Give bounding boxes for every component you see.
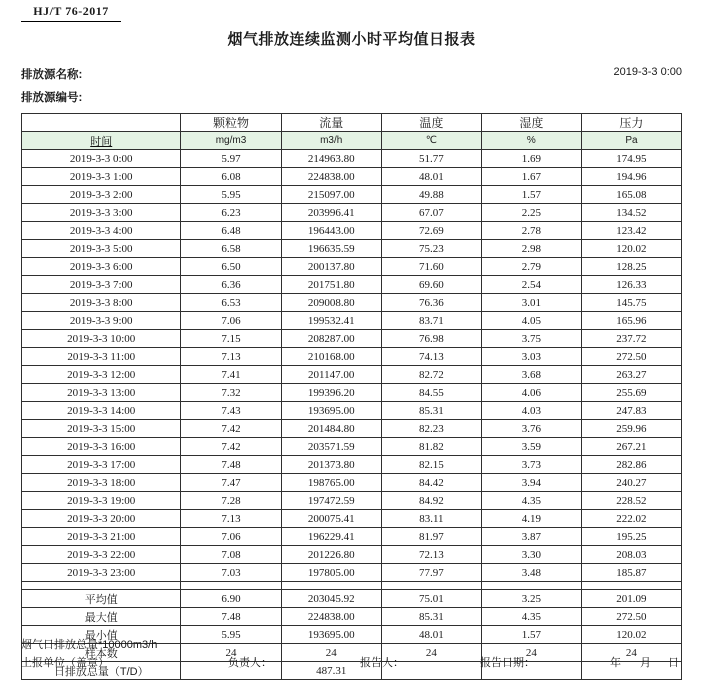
summary-label: 最小值 bbox=[22, 626, 181, 644]
cell-time: 2019-3-3 7:00 bbox=[22, 276, 181, 294]
summary-row-average bbox=[22, 590, 682, 608]
cell-time: 2019-3-3 11:00 bbox=[22, 348, 181, 366]
standard-code: HJ/T 76-2017 bbox=[21, 4, 121, 22]
cell-time: 2019-3-3 19:00 bbox=[22, 492, 181, 510]
cell-temp: 72.69 bbox=[381, 222, 481, 240]
cell-pm: 7.15 bbox=[181, 330, 281, 348]
table-row bbox=[22, 474, 682, 492]
cell-flow: 196229.41 bbox=[281, 528, 381, 546]
unit-cell-temp: ℃ bbox=[381, 132, 481, 150]
cell-pm: 6.23 bbox=[181, 204, 281, 222]
cell-pm: 5.95 bbox=[181, 626, 281, 644]
cell-time: 2019-3-3 14:00 bbox=[22, 402, 181, 420]
table-row bbox=[22, 366, 682, 384]
cell-temp: 51.77 bbox=[381, 150, 481, 168]
cell-pm: 6.36 bbox=[181, 276, 281, 294]
table-row bbox=[22, 240, 682, 258]
cell-humidity: 2.78 bbox=[481, 222, 581, 240]
cell-pm: 5.95 bbox=[181, 186, 281, 204]
cell-temp: 77.97 bbox=[381, 564, 481, 582]
table-row bbox=[22, 168, 682, 186]
cell-temp: 74.13 bbox=[381, 348, 481, 366]
cell-time: 2019-3-3 4:00 bbox=[22, 222, 181, 240]
cell-pressure: 208.03 bbox=[581, 546, 681, 564]
cell-pressure: 272.50 bbox=[581, 348, 681, 366]
cell-flow: 203571.59 bbox=[281, 438, 381, 456]
table-row bbox=[22, 384, 682, 402]
cell-pressure: 282.86 bbox=[581, 456, 681, 474]
cell-pm: 6.08 bbox=[181, 168, 281, 186]
cell-time: 2019-3-3 8:00 bbox=[22, 294, 181, 312]
cell-flow: 208287.00 bbox=[281, 330, 381, 348]
cell-pm: 7.13 bbox=[181, 348, 281, 366]
table-row bbox=[22, 330, 682, 348]
page-title: 烟气排放连续监测小时平均值日报表 bbox=[227, 31, 476, 48]
cell-flow: 197805.00 bbox=[281, 564, 381, 582]
cell-time: 2019-3-3 3:00 bbox=[22, 204, 181, 222]
header-cell-humidity: 湿度 bbox=[481, 114, 581, 132]
summary-row-daily-total bbox=[22, 662, 682, 680]
cell-pm: 7.32 bbox=[181, 384, 281, 402]
cell-flow: 24 bbox=[281, 644, 381, 662]
daily-total-value: 487.31 bbox=[281, 662, 381, 680]
cell-pm: 7.42 bbox=[181, 438, 281, 456]
cell-pm: 6.50 bbox=[181, 258, 281, 276]
header-cell-time bbox=[22, 114, 181, 132]
summary-label: 平均值 bbox=[22, 590, 181, 608]
cell-pressure: 194.96 bbox=[581, 168, 681, 186]
footer-month-label: 月 bbox=[640, 657, 651, 669]
cell-humidity: 3.03 bbox=[481, 348, 581, 366]
cell-pressure: 120.02 bbox=[581, 626, 681, 644]
table-row bbox=[22, 492, 682, 510]
cell-temp: 82.15 bbox=[381, 456, 481, 474]
cell-time: 2019-3-3 9:00 bbox=[22, 312, 181, 330]
footer-year-label: 年 bbox=[610, 657, 621, 669]
cell-pressure: 123.42 bbox=[581, 222, 681, 240]
header-cell-flow: 流量 bbox=[281, 114, 381, 132]
cell-flow: 203996.41 bbox=[281, 204, 381, 222]
cell-pressure: 237.72 bbox=[581, 330, 681, 348]
table-row bbox=[22, 150, 682, 168]
table-row bbox=[22, 438, 682, 456]
cell-temp: 82.23 bbox=[381, 420, 481, 438]
cell-pm: 7.48 bbox=[181, 456, 281, 474]
summary-label: 最大值 bbox=[22, 608, 181, 626]
cell-pm: 7.03 bbox=[181, 564, 281, 582]
cell-pm: 5.97 bbox=[181, 150, 281, 168]
cell-humidity: 3.94 bbox=[481, 474, 581, 492]
table-row bbox=[22, 222, 682, 240]
cell-time: 2019-3-3 1:00 bbox=[22, 168, 181, 186]
cell-pressure: 247.83 bbox=[581, 402, 681, 420]
table-unit-row bbox=[22, 132, 682, 150]
cell-humidity: 3.01 bbox=[481, 294, 581, 312]
cell-humidity: 2.79 bbox=[481, 258, 581, 276]
header-cell-pm: 颗粒物 bbox=[181, 114, 281, 132]
cell-pressure: 120.02 bbox=[581, 240, 681, 258]
table-row bbox=[22, 294, 682, 312]
cell-temp: 71.60 bbox=[381, 258, 481, 276]
cell-time: 2019-3-3 15:00 bbox=[22, 420, 181, 438]
cell-temp: 81.97 bbox=[381, 528, 481, 546]
cell-pressure: 222.02 bbox=[581, 510, 681, 528]
footer-unit-label: 上报单位（盖章） bbox=[21, 657, 109, 669]
cell-humidity: 4.03 bbox=[481, 402, 581, 420]
cell-humidity: 4.19 bbox=[481, 510, 581, 528]
cell-pm: 6.58 bbox=[181, 240, 281, 258]
cell-humidity: 2.98 bbox=[481, 240, 581, 258]
cell-pressure: 126.33 bbox=[581, 276, 681, 294]
cell-flow: 201226.80 bbox=[281, 546, 381, 564]
footer-reporter-label: 报告人： bbox=[360, 657, 404, 669]
cell-temp: 81.82 bbox=[381, 438, 481, 456]
cell-pressure: 165.08 bbox=[581, 186, 681, 204]
cell-pm: 6.53 bbox=[181, 294, 281, 312]
cell-pm: 7.42 bbox=[181, 420, 281, 438]
footer-person-label: 负责人： bbox=[228, 657, 272, 669]
unit-cell-pm: mg/m3 bbox=[181, 132, 281, 150]
source-number-label: 排放源编号: bbox=[21, 92, 83, 104]
cell-temp: 72.13 bbox=[381, 546, 481, 564]
cell-temp: 69.60 bbox=[381, 276, 481, 294]
cell-temp: 83.11 bbox=[381, 510, 481, 528]
cell-pressure: 24 bbox=[581, 644, 681, 662]
cell-temp: 48.01 bbox=[381, 168, 481, 186]
cell-flow: 201373.80 bbox=[281, 456, 381, 474]
cell-pressure: 263.27 bbox=[581, 366, 681, 384]
cell-humidity: 2.25 bbox=[481, 204, 581, 222]
cell-pressure: 165.96 bbox=[581, 312, 681, 330]
footer-note: 烟气日排放总量*10000m3/h bbox=[21, 639, 158, 651]
cell-flow: 224838.00 bbox=[281, 608, 381, 626]
cell-time: 2019-3-3 2:00 bbox=[22, 186, 181, 204]
report-datetime: 2019-3-3 0:00 bbox=[613, 66, 682, 78]
cell-humidity: 4.06 bbox=[481, 384, 581, 402]
daily-total-label: 日排放总量（T/D） bbox=[22, 662, 181, 680]
cell-temp: 84.42 bbox=[381, 474, 481, 492]
cell-pressure: 145.75 bbox=[581, 294, 681, 312]
table-row bbox=[22, 456, 682, 474]
cell-humidity: 3.76 bbox=[481, 420, 581, 438]
cell-pressure: 128.25 bbox=[581, 258, 681, 276]
cell-humidity: 1.69 bbox=[481, 150, 581, 168]
cell-humidity: 3.68 bbox=[481, 366, 581, 384]
cell-temp: 85.31 bbox=[381, 608, 481, 626]
cell-temp: 82.72 bbox=[381, 366, 481, 384]
table-row bbox=[22, 258, 682, 276]
cell-pm: 24 bbox=[181, 644, 281, 662]
cell-pm: 6.90 bbox=[181, 590, 281, 608]
unit-cell-time: 时间 bbox=[22, 132, 181, 150]
cell-time: 2019-3-3 13:00 bbox=[22, 384, 181, 402]
spacer-row bbox=[22, 582, 682, 590]
cell-temp: 76.98 bbox=[381, 330, 481, 348]
cell-time: 2019-3-3 6:00 bbox=[22, 258, 181, 276]
cell-temp: 75.01 bbox=[381, 590, 481, 608]
cell-flow: 224838.00 bbox=[281, 168, 381, 186]
cell-pressure: 240.27 bbox=[581, 474, 681, 492]
cell-pm: 7.08 bbox=[181, 546, 281, 564]
table-row bbox=[22, 564, 682, 582]
cell-time: 2019-3-3 22:00 bbox=[22, 546, 181, 564]
cell-pressure: 195.25 bbox=[581, 528, 681, 546]
table-row bbox=[22, 204, 682, 222]
cell-flow: 200137.80 bbox=[281, 258, 381, 276]
cell-humidity: 3.30 bbox=[481, 546, 581, 564]
cell-time: 2019-3-3 5:00 bbox=[22, 240, 181, 258]
table-head bbox=[22, 114, 682, 150]
summary-label: 样本数 bbox=[22, 644, 181, 662]
cell-flow: 201751.80 bbox=[281, 276, 381, 294]
cell-pressure: 174.95 bbox=[581, 150, 681, 168]
cell-flow: 196635.59 bbox=[281, 240, 381, 258]
cell-flow: 199532.41 bbox=[281, 312, 381, 330]
cell-pressure: 228.52 bbox=[581, 492, 681, 510]
cell-pm: 7.13 bbox=[181, 510, 281, 528]
cell-pm: 7.41 bbox=[181, 366, 281, 384]
cell-humidity: 4.35 bbox=[481, 492, 581, 510]
cell-pm: 7.48 bbox=[181, 608, 281, 626]
cell-time: 2019-3-3 12:00 bbox=[22, 366, 181, 384]
table-row bbox=[22, 276, 682, 294]
cell-temp: 24 bbox=[381, 644, 481, 662]
table-row bbox=[22, 546, 682, 564]
cell-temp: 85.31 bbox=[381, 402, 481, 420]
cell-humidity: 1.67 bbox=[481, 168, 581, 186]
cell-pm: 7.06 bbox=[181, 312, 281, 330]
cell-flow: 201484.80 bbox=[281, 420, 381, 438]
table-row bbox=[22, 420, 682, 438]
cell-flow: 199396.20 bbox=[281, 384, 381, 402]
cell-pressure: 259.96 bbox=[581, 420, 681, 438]
header-cell-pressure: 压力 bbox=[581, 114, 681, 132]
footer-report-date-label: 报告日期： bbox=[480, 657, 535, 669]
cell-humidity: 24 bbox=[481, 644, 581, 662]
cell-humidity: 4.35 bbox=[481, 608, 581, 626]
unit-cell-humidity: % bbox=[481, 132, 581, 150]
cell-time: 2019-3-3 16:00 bbox=[22, 438, 181, 456]
cell-humidity: 3.25 bbox=[481, 590, 581, 608]
cell-temp: 48.01 bbox=[381, 626, 481, 644]
cell-humidity: 3.59 bbox=[481, 438, 581, 456]
cell-time: 2019-3-3 10:00 bbox=[22, 330, 181, 348]
cell-flow: 210168.00 bbox=[281, 348, 381, 366]
cell-humidity: 4.05 bbox=[481, 312, 581, 330]
table-header-row bbox=[22, 114, 682, 132]
cell-time: 2019-3-3 23:00 bbox=[22, 564, 181, 582]
summary-row-max bbox=[22, 608, 682, 626]
footer-day-label: 日 bbox=[668, 657, 679, 669]
table-body bbox=[22, 150, 682, 590]
cell-humidity: 3.87 bbox=[481, 528, 581, 546]
table-row bbox=[22, 510, 682, 528]
cell-time: 2019-3-3 17:00 bbox=[22, 456, 181, 474]
cell-humidity: 1.57 bbox=[481, 626, 581, 644]
cell-temp: 83.71 bbox=[381, 312, 481, 330]
cell-pm: 7.43 bbox=[181, 402, 281, 420]
cell-flow: 200075.41 bbox=[281, 510, 381, 528]
cell-humidity: 2.54 bbox=[481, 276, 581, 294]
cell-flow: 215097.00 bbox=[281, 186, 381, 204]
daily-total-blank-pressure bbox=[581, 662, 681, 680]
header-cell-temp: 温度 bbox=[381, 114, 481, 132]
hourly-average-table bbox=[21, 113, 682, 680]
cell-temp: 76.36 bbox=[381, 294, 481, 312]
cell-time: 2019-3-3 21:00 bbox=[22, 528, 181, 546]
cell-pm: 7.06 bbox=[181, 528, 281, 546]
cell-pm: 7.28 bbox=[181, 492, 281, 510]
cell-pressure: 134.52 bbox=[581, 204, 681, 222]
table-row bbox=[22, 348, 682, 366]
cell-humidity: 3.73 bbox=[481, 456, 581, 474]
unit-cell-pressure: Pa bbox=[581, 132, 681, 150]
cell-flow: 214963.80 bbox=[281, 150, 381, 168]
cell-flow: 197472.59 bbox=[281, 492, 381, 510]
cell-temp: 84.55 bbox=[381, 384, 481, 402]
cell-temp: 75.23 bbox=[381, 240, 481, 258]
summary-body bbox=[22, 590, 682, 680]
source-name-label: 排放源名称: bbox=[21, 69, 83, 81]
cell-flow: 209008.80 bbox=[281, 294, 381, 312]
cell-temp: 49.88 bbox=[381, 186, 481, 204]
table-row bbox=[22, 402, 682, 420]
cell-pm: 7.47 bbox=[181, 474, 281, 492]
table-row bbox=[22, 186, 682, 204]
cell-temp: 67.07 bbox=[381, 204, 481, 222]
cell-flow: 203045.92 bbox=[281, 590, 381, 608]
cell-flow: 193695.00 bbox=[281, 402, 381, 420]
cell-time: 2019-3-3 18:00 bbox=[22, 474, 181, 492]
cell-humidity: 3.48 bbox=[481, 564, 581, 582]
cell-pressure: 255.69 bbox=[581, 384, 681, 402]
cell-time: 2019-3-3 20:00 bbox=[22, 510, 181, 528]
table-row bbox=[22, 528, 682, 546]
cell-pressure: 201.09 bbox=[581, 590, 681, 608]
cell-pm: 6.48 bbox=[181, 222, 281, 240]
cell-flow: 196443.00 bbox=[281, 222, 381, 240]
table-row bbox=[22, 312, 682, 330]
cell-pressure: 267.21 bbox=[581, 438, 681, 456]
cell-flow: 201147.00 bbox=[281, 366, 381, 384]
cell-temp: 84.92 bbox=[381, 492, 481, 510]
cell-humidity: 3.75 bbox=[481, 330, 581, 348]
cell-flow: 198765.00 bbox=[281, 474, 381, 492]
cell-flow: 193695.00 bbox=[281, 626, 381, 644]
cell-pressure: 272.50 bbox=[581, 608, 681, 626]
cell-pressure: 185.87 bbox=[581, 564, 681, 582]
cell-humidity: 1.57 bbox=[481, 186, 581, 204]
unit-cell-flow: m3/h bbox=[281, 132, 381, 150]
cell-time: 2019-3-3 0:00 bbox=[22, 150, 181, 168]
